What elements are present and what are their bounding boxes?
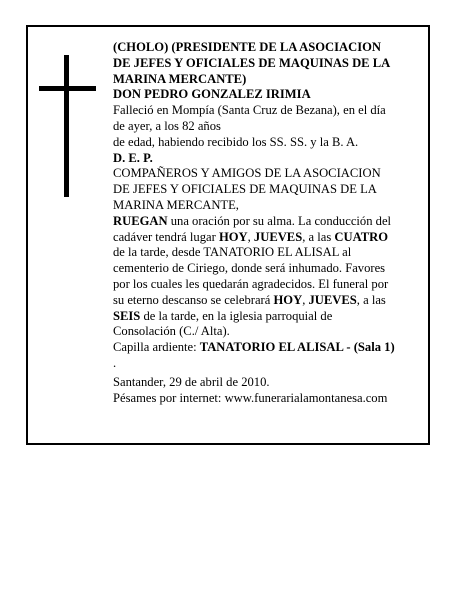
hoy-word: HOY bbox=[218, 229, 248, 244]
obituary-text bbox=[113, 40, 425, 406]
body-line: Consolación (C./ Alta). bbox=[113, 324, 230, 339]
header-line: MARINA MERCANTE) bbox=[113, 71, 247, 86]
body-line bbox=[113, 214, 425, 230]
friends-line: MARINA MERCANTE, bbox=[113, 197, 239, 212]
capilla-dot: . bbox=[113, 355, 117, 370]
body-line: cementerio de Ciriego, donde será inhumado. Favores bbox=[113, 261, 386, 276]
body-text: cadáver tendrá lugar bbox=[113, 229, 219, 244]
seis-word: SEIS bbox=[113, 308, 141, 323]
deceased-name: DON PEDRO GONZALEZ IRIMIA bbox=[113, 87, 311, 102]
body-text: , bbox=[302, 292, 309, 307]
body-line bbox=[113, 309, 425, 325]
body-text: su eterno descanso se celebrará bbox=[113, 292, 274, 307]
friends-line: COMPAÑEROS Y AMIGOS DE LA ASOCIACION bbox=[113, 166, 381, 181]
place-date: Santander, 29 de abril de 2010. bbox=[113, 374, 270, 389]
header-line: DE JEFES Y OFICIALES DE MAQUINAS DE LA bbox=[113, 55, 391, 70]
ruegan-word: RUEGAN bbox=[113, 213, 168, 228]
body-text: , bbox=[247, 229, 254, 244]
capilla-line bbox=[113, 340, 425, 356]
pesames-line: Pésames por internet: www.funerarialamontanesa.com bbox=[113, 390, 388, 405]
body-line: de la tarde, desde TANATORIO EL ALISAL al bbox=[113, 245, 352, 260]
body-line bbox=[113, 230, 425, 246]
capilla-label: Capilla ardiente: bbox=[113, 340, 200, 355]
header-line: (CHOLO) (PRESIDENTE DE LA ASOCIACION bbox=[113, 40, 382, 54]
body-text: , a las bbox=[356, 292, 386, 307]
cross-icon-bar bbox=[39, 86, 96, 91]
body-line: por los cuales les quedarán agradecidos. El funeral por bbox=[113, 276, 389, 291]
death-line: de edad, habiendo recibido los SS. SS. y la B. A. bbox=[113, 134, 359, 149]
body-text: , a las bbox=[302, 229, 335, 244]
jueves-word: JUEVES bbox=[308, 292, 357, 307]
jueves-word: JUEVES bbox=[253, 229, 303, 244]
death-line: de ayer, a los 82 años bbox=[113, 118, 221, 133]
body-text: de la tarde, en la iglesia parroquial de bbox=[140, 308, 333, 323]
hoy-word: HOY bbox=[273, 292, 303, 307]
body-text: una oración por su alma. La conducción del bbox=[167, 213, 392, 228]
friends-line: DE JEFES Y OFICIALES DE MAQUINAS DE LA bbox=[113, 182, 377, 197]
body-line bbox=[113, 293, 425, 309]
rip-line: D. E. P. bbox=[113, 150, 153, 165]
cross-icon bbox=[64, 55, 69, 197]
cuatro-word: CUATRO bbox=[334, 229, 389, 244]
death-line: Falleció en Mompía (Santa Cruz de Bezana), en el día bbox=[113, 103, 386, 118]
capilla-value: TANATORIO EL ALISAL - (Sala 1) bbox=[199, 340, 395, 355]
